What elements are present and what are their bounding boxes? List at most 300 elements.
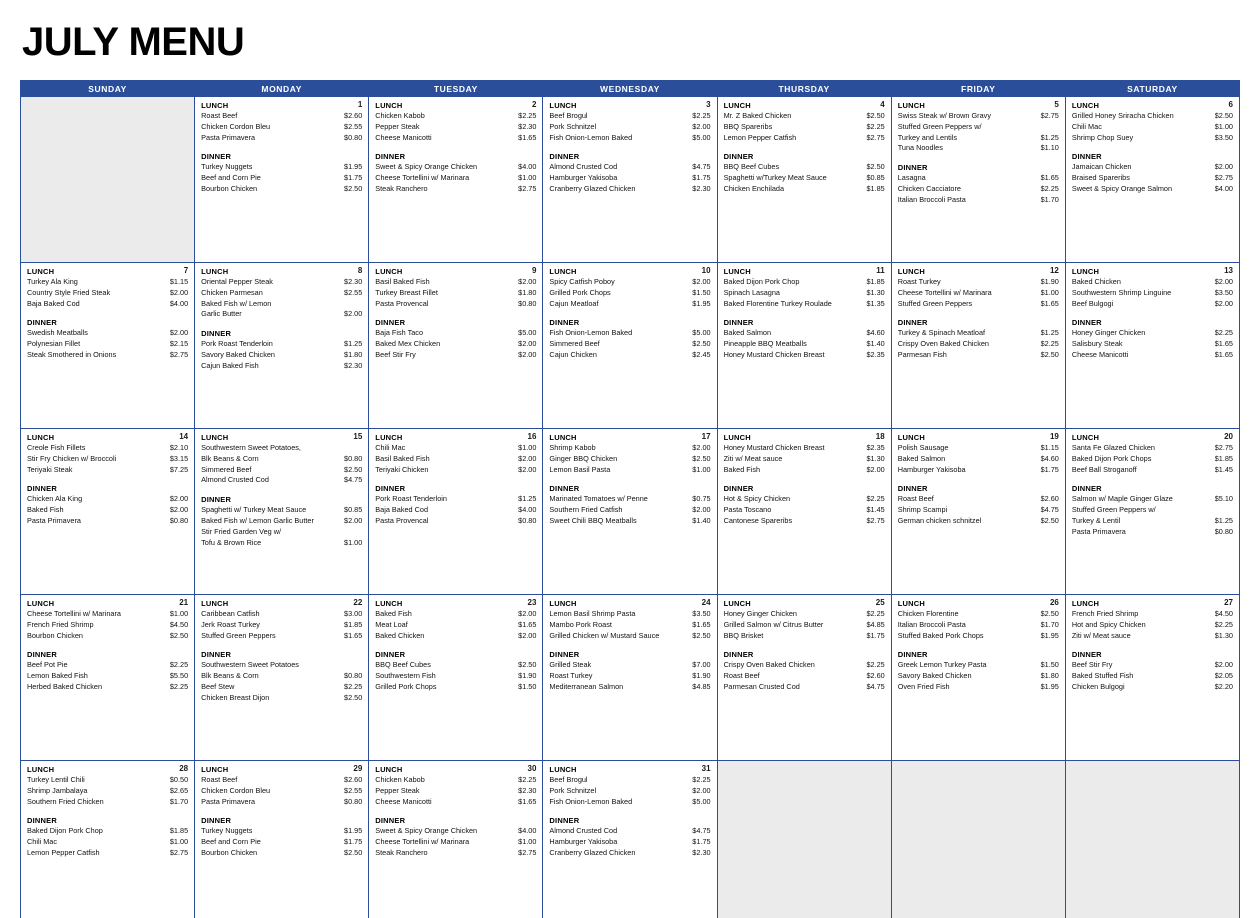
calendar-day-cell — [369, 263, 543, 429]
dinner-label: DINNER — [723, 484, 754, 494]
menu-item — [549, 609, 710, 620]
menu-item — [549, 328, 710, 339]
menu-item-name: Pasta Provencal — [375, 515, 429, 525]
menu-item-price: $2.00 — [518, 339, 537, 349]
menu-item — [201, 693, 362, 704]
menu-item-name: Roast Beef — [723, 671, 760, 681]
menu-item — [724, 350, 885, 361]
lunch-label: LUNCH — [1071, 267, 1100, 276]
dinner-label: DINNER — [549, 650, 580, 660]
menu-item-price: $2.75 — [1214, 443, 1233, 452]
menu-item-price: $2.25 — [344, 681, 363, 691]
menu-item — [898, 133, 1059, 144]
menu-item — [549, 173, 710, 184]
weekday-header-friday: FRIDAY — [891, 81, 1065, 97]
day-cell-content — [195, 263, 368, 428]
menu-item-price: $2.75 — [518, 847, 537, 857]
menu-item-price: $2.00 — [518, 630, 537, 640]
day-number: 8 — [357, 266, 363, 275]
menu-item-name: Cantonese Spareribs — [723, 515, 793, 525]
menu-item-price: $4.00 — [518, 505, 537, 515]
menu-item — [375, 631, 536, 642]
menu-item-name: Turkey Nuggets — [201, 162, 253, 172]
menu-item-name: Pork Schnitzel — [549, 121, 597, 131]
menu-item-name: Cajun Meatloaf — [549, 298, 599, 308]
lunch-block — [549, 433, 710, 475]
dinner-label: DINNER — [723, 152, 754, 162]
day-cell-content — [718, 595, 891, 760]
day-cell-content — [718, 429, 891, 594]
menu-item-name: Stuffed Green Peppers — [897, 298, 973, 308]
menu-item-name: Southwestern Sweet Potatoes — [201, 660, 299, 670]
menu-item — [27, 682, 188, 693]
menu-item — [1072, 162, 1233, 173]
menu-item-name: Hamburger Yakisoba — [897, 464, 966, 474]
menu-item-name: Cheese Manicotti — [375, 132, 432, 142]
menu-item-price: $2.60 — [866, 671, 885, 681]
dinner-block — [27, 318, 188, 360]
menu-item-price: $3.15 — [169, 453, 189, 463]
menu-item — [898, 682, 1059, 693]
menu-item — [1072, 350, 1233, 361]
menu-item-name: Cranberry Glazed Chicken — [549, 847, 636, 857]
menu-item-price: $2.75 — [1040, 111, 1059, 120]
menu-item — [375, 111, 536, 122]
dinner-label: DINNER — [723, 318, 754, 328]
menu-item-price: $1.65 — [1040, 173, 1059, 183]
menu-item-price: $2.00 — [518, 349, 537, 359]
menu-item-name: Lemon Basil Shrimp Pasta — [549, 609, 636, 618]
menu-item-name: Blk Beans & Corn — [201, 453, 259, 463]
menu-item — [201, 350, 362, 361]
menu-item-name: Southern Fried Catfish — [549, 505, 623, 515]
menu-item-price: $2.55 — [344, 785, 363, 795]
menu-item-price: $2.25 — [866, 660, 885, 670]
day-number: 13 — [1224, 266, 1233, 275]
menu-item-name: Turkey & Spinach Meatloaf — [897, 328, 986, 338]
lunch-label: LUNCH — [1071, 101, 1100, 110]
menu-item-price: $0.80 — [344, 132, 363, 142]
lunch-label: LUNCH — [27, 599, 55, 608]
menu-item-name: Fish Onion-Lemon Baked — [549, 328, 633, 338]
dinner-label: DINNER — [1071, 152, 1102, 162]
menu-item-price: $1.70 — [1040, 194, 1059, 204]
menu-item-name: Garlic Butter — [201, 309, 242, 319]
menu-item — [1072, 328, 1233, 339]
lunch-block — [27, 765, 188, 807]
menu-item-price: $1.40 — [692, 515, 711, 525]
menu-item — [201, 786, 362, 797]
day-number: 23 — [527, 598, 537, 607]
menu-item-price: $2.50 — [1040, 349, 1059, 359]
lunch-label: LUNCH — [723, 599, 751, 608]
menu-item-price: $1.25 — [1040, 328, 1059, 338]
menu-item-name: Basil Baked Fish — [375, 277, 430, 286]
menu-item-name: Crispy Oven Baked Chicken — [897, 339, 989, 349]
dinner-block — [724, 152, 885, 194]
menu-item-name: Honey Mustard Chicken Breast — [723, 349, 825, 359]
menu-item-name: Cranberry Glazed Chicken — [549, 183, 636, 193]
menu-item-name: Pepper Steak — [375, 121, 420, 131]
menu-item-price: $2.50 — [692, 453, 711, 463]
day-number: 11 — [876, 266, 885, 275]
menu-item-name: Beef and Corn Pie — [201, 173, 261, 183]
day-cell-content — [21, 595, 194, 760]
menu-item — [27, 848, 188, 859]
menu-item-name: Shrimp Chop Suey — [1071, 132, 1134, 142]
lunch-block — [375, 433, 536, 475]
menu-item-name: Pasta Toscano — [723, 505, 772, 515]
calendar-week-row — [21, 595, 1240, 761]
menu-item-price: $2.50 — [344, 183, 363, 193]
menu-item-name: Spaghetti w/Turkey Meat Sauce — [723, 173, 827, 183]
menu-item — [724, 682, 885, 693]
menu-item-name: Savory Baked Chicken — [897, 671, 972, 681]
menu-item-price: $1.30 — [866, 287, 885, 297]
menu-item — [201, 609, 362, 620]
menu-item-price: $0.80 — [1214, 526, 1233, 536]
menu-item — [549, 454, 710, 465]
menu-item-name: Cheese Manicotti — [375, 796, 432, 806]
menu-item-price: $1.45 — [866, 505, 885, 515]
lunch-block — [201, 267, 362, 320]
menu-item-name: Cheese Tortellini w/ Marinara — [375, 837, 470, 847]
menu-item-price: $2.75 — [1214, 173, 1233, 183]
day-cell-content — [369, 263, 542, 428]
menu-item-price: $2.25 — [692, 111, 711, 120]
menu-item — [201, 682, 362, 693]
dinner-label: DINNER — [375, 816, 406, 826]
calendar-header — [21, 81, 1240, 97]
menu-item — [201, 162, 362, 173]
menu-item-name: Stuffed Green Peppers w/ — [897, 121, 982, 131]
dinner-label: DINNER — [27, 650, 57, 660]
menu-item-price: $4.00 — [1214, 183, 1233, 193]
menu-item-name: Baked Dijon Pork Chops — [1071, 453, 1152, 463]
menu-item-name: Pasta Provencal — [375, 298, 429, 308]
menu-item — [724, 277, 885, 288]
dinner-label: DINNER — [27, 816, 57, 826]
menu-item-price: $3.50 — [1214, 287, 1233, 297]
day-cell-content — [21, 429, 194, 594]
lunch-block — [201, 433, 362, 486]
menu-item — [1072, 494, 1233, 505]
menu-item-name: Baked Salmon — [897, 453, 946, 463]
menu-item — [1072, 339, 1233, 350]
menu-item-price: $4.50 — [169, 619, 189, 629]
menu-item-price: $0.80 — [344, 796, 363, 806]
menu-item-name: Cajun Baked Fish — [201, 360, 259, 370]
menu-item-price: $1.15 — [169, 277, 189, 286]
menu-item-price: $1.85 — [344, 619, 363, 629]
menu-item — [27, 465, 188, 476]
dinner-label: DINNER — [375, 484, 406, 494]
menu-item-name: Spinach Lasagna — [723, 287, 780, 297]
menu-item-name: Baked Chicken — [375, 630, 425, 640]
menu-item-name: Pepper Steak — [375, 785, 420, 795]
lunch-label: LUNCH — [897, 101, 925, 110]
menu-item-name: Southwestern Fish — [375, 671, 436, 681]
day-cell-content — [195, 97, 368, 262]
menu-item-name: Braised Spareribs — [1071, 173, 1130, 183]
day-cell-content — [892, 97, 1065, 262]
menu-item-name: Ziti w/ Meat sauce — [723, 453, 783, 463]
menu-item — [724, 443, 885, 454]
lunch-label: LUNCH — [201, 101, 229, 110]
menu-item-name: French Fried Shrimp — [1071, 609, 1139, 618]
day-cell-content — [543, 761, 716, 918]
menu-item — [724, 516, 885, 527]
menu-item-name: Baked Fish w/ Lemon Garlic Butter — [201, 515, 314, 525]
menu-item — [201, 797, 362, 808]
menu-item-name: Cheese Tortellini w/ Marinara — [897, 287, 992, 297]
menu-item — [375, 609, 536, 620]
menu-item — [1072, 660, 1233, 671]
menu-item-name: Polish Sausage — [897, 443, 949, 452]
lunch-label: LUNCH — [375, 267, 403, 276]
menu-item — [201, 309, 362, 320]
weekday-header-thursday: THURSDAY — [717, 81, 891, 97]
menu-item-price: $2.00 — [692, 443, 711, 452]
lunch-block — [1072, 101, 1233, 143]
menu-item-name: Baked Fish w/ Lemon — [201, 298, 272, 308]
day-cell-content — [892, 595, 1065, 760]
menu-item-name: Stir Fried Garden Veg w/ — [201, 526, 282, 536]
menu-item — [27, 516, 188, 527]
day-cell-content — [369, 761, 542, 918]
menu-item-price: $5.00 — [692, 328, 711, 338]
menu-item-price: $2.25 — [169, 681, 189, 691]
menu-item — [549, 620, 710, 631]
menu-item-price: $2.75 — [169, 847, 189, 857]
menu-item — [27, 443, 188, 454]
menu-item — [549, 133, 710, 144]
dinner-label: DINNER — [375, 318, 406, 328]
dinner-label: DINNER — [549, 318, 580, 328]
day-number: 14 — [179, 432, 189, 441]
dinner-block — [1072, 484, 1233, 537]
menu-item-price: $2.20 — [1214, 681, 1233, 691]
menu-item-name: Beef Stew — [201, 681, 235, 691]
menu-item — [201, 538, 362, 549]
menu-item-name: Teriyaki Chicken — [375, 464, 429, 474]
menu-item-price: $1.65 — [1214, 339, 1233, 349]
menu-item — [375, 826, 536, 837]
menu-item-price: $1.65 — [344, 630, 363, 640]
menu-item-price: $2.25 — [866, 494, 885, 504]
menu-item — [375, 443, 536, 454]
menu-item-price: $2.30 — [344, 277, 363, 286]
menu-item-name: Bourbon Chicken — [27, 630, 83, 640]
dinner-label: DINNER — [549, 484, 580, 494]
menu-item-name: Fish Onion-Lemon Baked — [549, 796, 633, 806]
dinner-block — [375, 318, 536, 360]
menu-item — [201, 516, 362, 527]
menu-item — [898, 505, 1059, 516]
menu-item-price: $2.50 — [866, 162, 885, 172]
menu-item — [375, 339, 536, 350]
dinner-block — [375, 816, 536, 858]
dinner-block — [201, 152, 362, 194]
menu-item — [375, 277, 536, 288]
menu-item — [724, 454, 885, 465]
menu-item — [201, 133, 362, 144]
menu-item-name: Pasta Primavera — [27, 515, 81, 525]
menu-item-price: $1.25 — [518, 494, 537, 504]
menu-item-name: Italian Broccoli Pasta — [897, 194, 966, 204]
menu-item-name: Cheese Tortellini w/ Marinara — [375, 173, 470, 183]
menu-item-price: $0.50 — [169, 775, 189, 784]
menu-item — [27, 837, 188, 848]
menu-item-price: $4.75 — [344, 475, 363, 485]
weekday-header-tuesday: TUESDAY — [369, 81, 543, 97]
menu-item — [549, 786, 710, 797]
menu-item — [201, 660, 362, 671]
menu-item — [201, 288, 362, 299]
menu-item-name: BBQ Beef Cubes — [723, 162, 780, 172]
calendar-day-cell — [543, 263, 717, 429]
menu-item-price: $2.25 — [518, 775, 537, 784]
day-cell-content — [718, 97, 891, 262]
menu-item — [27, 454, 188, 465]
menu-item-name: Hamburger Yakisoba — [549, 837, 618, 847]
menu-item-name: Stuffed Green Peppers w/ — [1071, 505, 1156, 515]
day-number: 9 — [531, 266, 537, 275]
menu-item-price: $1.65 — [518, 619, 537, 629]
day-cell-content — [369, 97, 542, 262]
menu-item-name: Almond Crusted Cod — [201, 475, 269, 485]
menu-item — [375, 328, 536, 339]
menu-item-name: Chicken Cordon Bleu — [201, 121, 271, 131]
calendar-day-cell — [543, 429, 717, 595]
calendar-day-cell — [21, 761, 195, 918]
menu-item-name: Turkey Breast Fillet — [375, 287, 438, 297]
day-cell-content — [892, 429, 1065, 594]
menu-item-name: Grilled Pork Chops — [375, 681, 437, 691]
menu-item — [724, 133, 885, 144]
day-cell-content — [369, 429, 542, 594]
menu-item-name: Lemon Basil Pasta — [549, 464, 611, 474]
dinner-label: DINNER — [375, 650, 406, 660]
menu-item-price: $2.50 — [344, 692, 363, 702]
menu-item-name: Mediterranean Salmon — [549, 681, 624, 691]
lunch-label: LUNCH — [723, 433, 751, 442]
weekday-header-wednesday: WEDNESDAY — [543, 81, 717, 97]
menu-item — [1072, 454, 1233, 465]
menu-item-name: Stir Fry Chicken w/ Broccoli — [27, 453, 117, 463]
dinner-block — [898, 484, 1059, 526]
dinner-label: DINNER — [27, 318, 57, 328]
menu-item-name: Salmon w/ Maple Ginger Glaze — [1071, 494, 1173, 504]
menu-item-price: $0.80 — [518, 298, 537, 308]
menu-item-name: BBQ Brisket — [723, 630, 764, 640]
menu-item-name: Herbed Baked Chicken — [27, 681, 103, 691]
lunch-block — [898, 101, 1059, 154]
lunch-block — [549, 101, 710, 143]
day-number: 22 — [353, 598, 363, 607]
menu-item-name: Roast Turkey — [897, 277, 941, 286]
dinner-block — [375, 650, 536, 692]
menu-item-price: $3.50 — [692, 609, 711, 618]
dinner-block — [549, 152, 710, 194]
menu-item — [201, 361, 362, 372]
menu-item-name: Baked Chicken — [1071, 277, 1121, 286]
calendar-week-row — [21, 97, 1240, 263]
menu-item-price: $2.00 — [169, 494, 189, 504]
menu-item — [549, 631, 710, 642]
menu-item — [898, 443, 1059, 454]
menu-item-name: Baked Salmon — [723, 328, 772, 338]
menu-item — [27, 775, 188, 786]
menu-item-price: $2.50 — [1214, 111, 1233, 120]
lunch-block — [724, 433, 885, 475]
menu-item-name: Beef Ball Stroganoff — [1071, 464, 1137, 474]
menu-item-price: $1.75 — [692, 173, 711, 183]
menu-item-name: Savory Baked Chicken — [201, 349, 275, 359]
calendar-day-cell — [717, 263, 891, 429]
menu-item — [898, 620, 1059, 631]
menu-item — [1072, 631, 1233, 642]
menu-item — [375, 775, 536, 786]
menu-item-price: $4.75 — [692, 162, 711, 172]
menu-item-name: Steak Ranchero — [375, 183, 428, 193]
menu-item — [201, 848, 362, 859]
menu-item-price: $1.00 — [518, 443, 537, 452]
lunch-block — [375, 765, 536, 807]
menu-item — [549, 443, 710, 454]
calendar-day-cell — [195, 761, 369, 918]
menu-item-price: $7.25 — [169, 464, 189, 474]
menu-item-name: BBQ Spareribs — [723, 121, 773, 131]
menu-item-price: $2.00 — [692, 121, 711, 131]
menu-item-price: $2.00 — [518, 609, 537, 618]
dinner-label: DINNER — [723, 650, 754, 660]
day-cell-content — [195, 429, 368, 594]
menu-item-name: Hot and Spicy Chicken — [1071, 619, 1146, 629]
menu-item-name: Grilled Chicken w/ Mustard Sauce — [549, 630, 660, 640]
menu-item — [898, 122, 1059, 133]
calendar-cell-empty — [717, 761, 891, 918]
menu-item-name: Chicken Kabob — [375, 111, 425, 120]
menu-item — [724, 631, 885, 642]
day-number: 17 — [701, 432, 711, 441]
lunch-label: LUNCH — [1071, 599, 1100, 608]
menu-item — [549, 465, 710, 476]
menu-item-name: Ziti w/ Meat sauce — [1071, 630, 1131, 640]
day-number: 1 — [357, 100, 363, 109]
day-cell-content — [21, 263, 194, 428]
menu-item — [549, 184, 710, 195]
menu-item — [375, 671, 536, 682]
lunch-label: LUNCH — [201, 599, 229, 608]
day-cell-content — [21, 761, 194, 918]
day-number: 28 — [179, 764, 189, 773]
menu-item-name: Parmesan Crusted Cod — [723, 681, 800, 691]
lunch-block — [201, 101, 362, 143]
menu-item-price: $2.50 — [344, 847, 363, 857]
menu-item-name: Shrimp Kabob — [549, 443, 596, 452]
menu-item — [201, 339, 362, 350]
menu-item-price: $2.35 — [866, 349, 885, 359]
calendar-cell-empty — [891, 761, 1065, 918]
menu-item — [201, 671, 362, 682]
menu-item-name: Beef and Corn Pie — [201, 837, 261, 847]
menu-item-name: Parmesan Fish — [897, 349, 947, 359]
dinner-block — [27, 484, 188, 526]
menu-item-name: Pasta Primavera — [201, 796, 256, 806]
menu-item — [898, 173, 1059, 184]
menu-item — [898, 671, 1059, 682]
